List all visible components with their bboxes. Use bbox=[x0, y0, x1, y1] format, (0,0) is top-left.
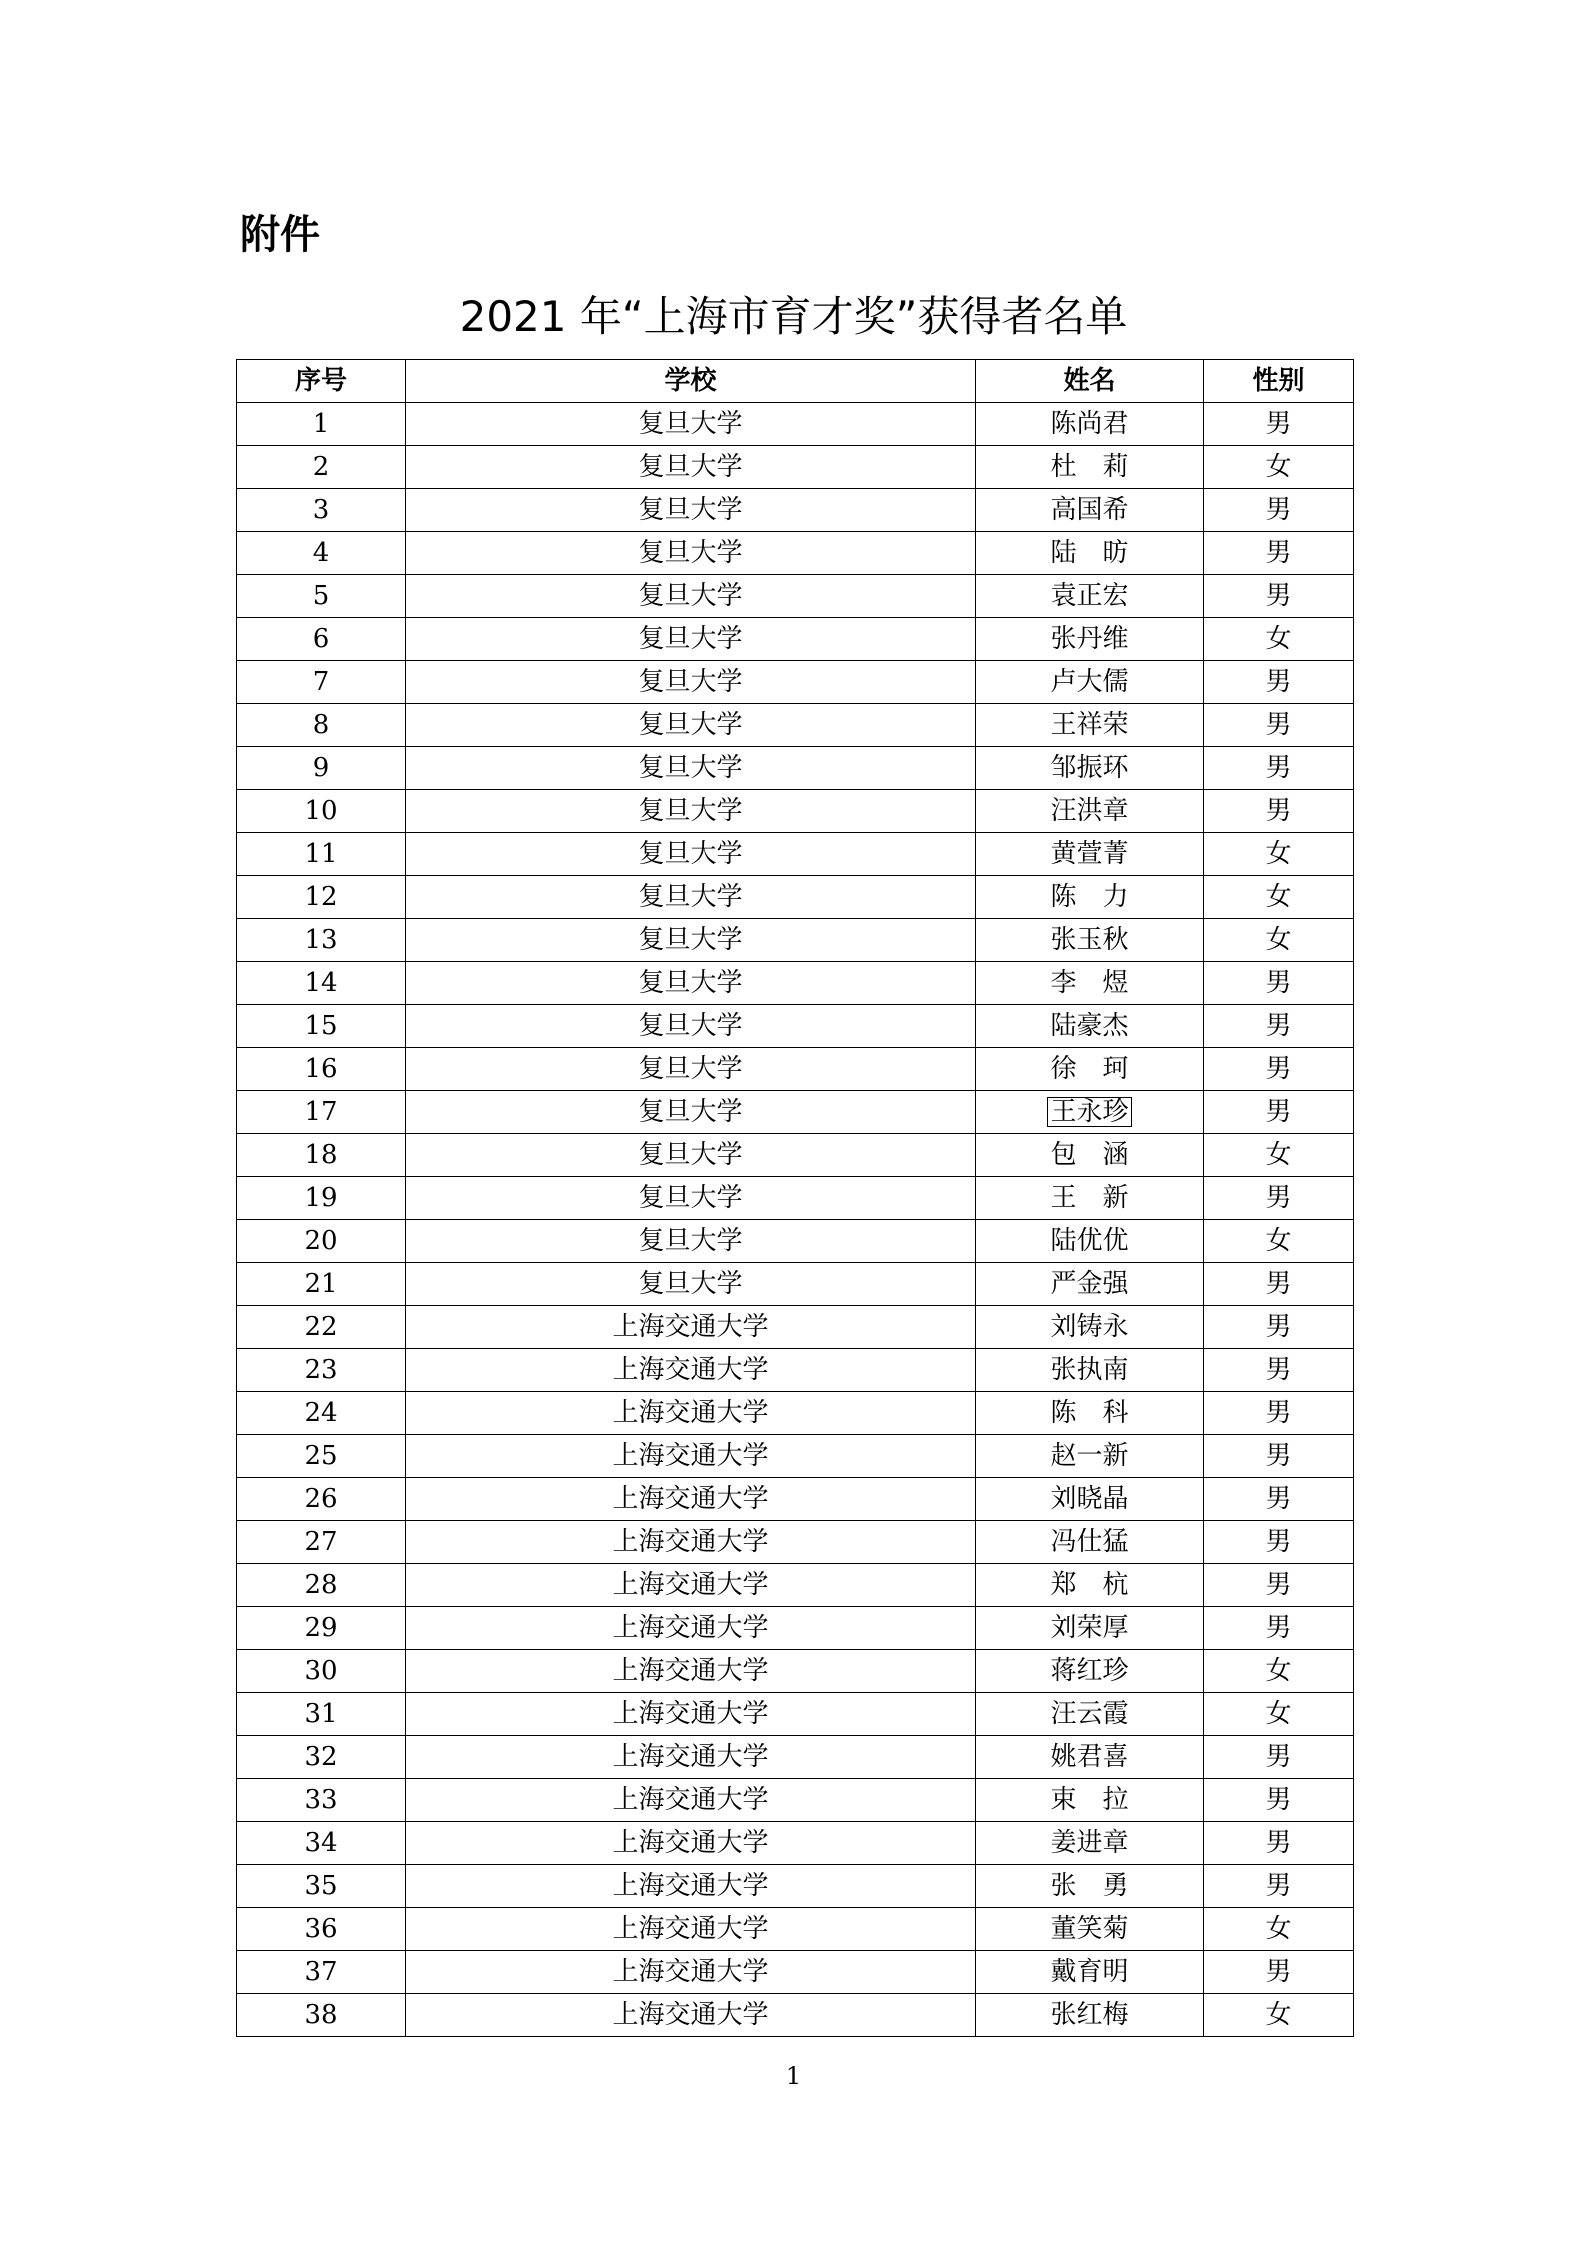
cell-gender: 男 bbox=[1204, 1951, 1354, 1994]
cell-name: 戴育明 bbox=[976, 1951, 1204, 1994]
cell-school: 上海交通大学 bbox=[406, 1779, 976, 1822]
cell-index: 11 bbox=[237, 833, 406, 876]
cell-name: 冯仕猛 bbox=[976, 1521, 1204, 1564]
cell-name bbox=[976, 1091, 1204, 1134]
cell-school: 上海交通大学 bbox=[406, 1650, 976, 1693]
cell-school: 上海交通大学 bbox=[406, 1564, 976, 1607]
cell-name: 王 新 bbox=[976, 1177, 1204, 1220]
cell-name: 张丹维 bbox=[976, 618, 1204, 661]
cell-gender: 女 bbox=[1204, 1650, 1354, 1693]
cell-index: 10 bbox=[237, 790, 406, 833]
cell-gender: 女 bbox=[1204, 1994, 1354, 2037]
cell-gender: 女 bbox=[1204, 833, 1354, 876]
cell-gender: 男 bbox=[1204, 1435, 1354, 1478]
cell-school: 复旦大学 bbox=[406, 704, 976, 747]
cell-name: 张玉秋 bbox=[976, 919, 1204, 962]
cell-school: 复旦大学 bbox=[406, 1220, 976, 1263]
cell-index: 32 bbox=[237, 1736, 406, 1779]
cell-school: 上海交通大学 bbox=[406, 1607, 976, 1650]
cell-index: 3 bbox=[237, 489, 406, 532]
cell-name: 郑 杭 bbox=[976, 1564, 1204, 1607]
cell-gender: 男 bbox=[1204, 1349, 1354, 1392]
cell-school: 复旦大学 bbox=[406, 575, 976, 618]
cell-school: 上海交通大学 bbox=[406, 1736, 976, 1779]
cell-index: 34 bbox=[237, 1822, 406, 1865]
cell-index: 20 bbox=[237, 1220, 406, 1263]
table-row bbox=[237, 489, 1354, 532]
cell-index: 38 bbox=[237, 1994, 406, 2037]
cell-school: 复旦大学 bbox=[406, 1048, 976, 1091]
cell-index: 19 bbox=[237, 1177, 406, 1220]
cell-school: 上海交通大学 bbox=[406, 1693, 976, 1736]
cell-school: 上海交通大学 bbox=[406, 1994, 976, 2037]
cell-name: 邹振环 bbox=[976, 747, 1204, 790]
cell-school: 复旦大学 bbox=[406, 618, 976, 661]
cell-school: 复旦大学 bbox=[406, 833, 976, 876]
table-row bbox=[237, 1951, 1354, 1994]
cell-school: 复旦大学 bbox=[406, 1134, 976, 1177]
table-row bbox=[237, 446, 1354, 489]
cell-name: 束 拉 bbox=[976, 1779, 1204, 1822]
cell-school: 复旦大学 bbox=[406, 446, 976, 489]
cell-gender: 女 bbox=[1204, 1908, 1354, 1951]
cell-school: 复旦大学 bbox=[406, 747, 976, 790]
cell-name: 刘晓晶 bbox=[976, 1478, 1204, 1521]
cell-gender: 女 bbox=[1204, 446, 1354, 489]
cell-name: 汪云霞 bbox=[976, 1693, 1204, 1736]
cell-gender: 男 bbox=[1204, 532, 1354, 575]
cell-name: 陆优优 bbox=[976, 1220, 1204, 1263]
cell-name: 卢大儒 bbox=[976, 661, 1204, 704]
cell-school: 复旦大学 bbox=[406, 962, 976, 1005]
table-row bbox=[237, 1693, 1354, 1736]
table-row bbox=[237, 919, 1354, 962]
table-row bbox=[237, 403, 1354, 446]
cell-name: 汪洪章 bbox=[976, 790, 1204, 833]
table-row bbox=[237, 532, 1354, 575]
cell-name: 陈尚君 bbox=[976, 403, 1204, 446]
cell-school: 上海交通大学 bbox=[406, 1521, 976, 1564]
cell-index: 24 bbox=[237, 1392, 406, 1435]
cell-index: 14 bbox=[237, 962, 406, 1005]
cell-index: 30 bbox=[237, 1650, 406, 1693]
cell-index: 23 bbox=[237, 1349, 406, 1392]
attachment-label: 附件 bbox=[240, 212, 320, 258]
cell-name: 董笑菊 bbox=[976, 1908, 1204, 1951]
cell-gender: 男 bbox=[1204, 1736, 1354, 1779]
cell-name: 陆 昉 bbox=[976, 532, 1204, 575]
table-row bbox=[237, 962, 1354, 1005]
cell-gender: 男 bbox=[1204, 1822, 1354, 1865]
table-row bbox=[237, 1177, 1354, 1220]
cell-school: 上海交通大学 bbox=[406, 1435, 976, 1478]
cell-gender: 男 bbox=[1204, 1263, 1354, 1306]
cell-school: 复旦大学 bbox=[406, 876, 976, 919]
header-index: 序号 bbox=[237, 360, 406, 403]
table-row bbox=[237, 1392, 1354, 1435]
cell-index: 18 bbox=[237, 1134, 406, 1177]
cell-index: 21 bbox=[237, 1263, 406, 1306]
cell-index: 25 bbox=[237, 1435, 406, 1478]
cell-school: 复旦大学 bbox=[406, 1177, 976, 1220]
cell-name: 蒋红珍 bbox=[976, 1650, 1204, 1693]
table-row bbox=[237, 1005, 1354, 1048]
cell-index: 27 bbox=[237, 1521, 406, 1564]
cell-gender: 男 bbox=[1204, 1048, 1354, 1091]
cell-index: 4 bbox=[237, 532, 406, 575]
table-row bbox=[237, 1306, 1354, 1349]
cell-name: 王祥荣 bbox=[976, 704, 1204, 747]
cell-index: 29 bbox=[237, 1607, 406, 1650]
cell-index: 2 bbox=[237, 446, 406, 489]
cell-school: 上海交通大学 bbox=[406, 1478, 976, 1521]
cell-index: 37 bbox=[237, 1951, 406, 1994]
cell-gender: 女 bbox=[1204, 1134, 1354, 1177]
cell-gender: 男 bbox=[1204, 1865, 1354, 1908]
table-row bbox=[237, 1994, 1354, 2037]
table-row bbox=[237, 833, 1354, 876]
cell-name: 严金强 bbox=[976, 1263, 1204, 1306]
table-row bbox=[237, 790, 1354, 833]
table-row bbox=[237, 1048, 1354, 1091]
table-row bbox=[237, 1908, 1354, 1951]
cell-gender: 男 bbox=[1204, 790, 1354, 833]
cell-index: 16 bbox=[237, 1048, 406, 1091]
cell-index: 7 bbox=[237, 661, 406, 704]
table-row bbox=[237, 704, 1354, 747]
cell-school: 上海交通大学 bbox=[406, 1349, 976, 1392]
table-row bbox=[237, 1822, 1354, 1865]
cell-gender: 男 bbox=[1204, 1478, 1354, 1521]
cell-gender: 男 bbox=[1204, 1564, 1354, 1607]
cell-index: 17 bbox=[237, 1091, 406, 1134]
cell-index: 5 bbox=[237, 575, 406, 618]
header-school: 学校 bbox=[406, 360, 976, 403]
table-row bbox=[237, 1736, 1354, 1779]
table-row bbox=[237, 1263, 1354, 1306]
cell-gender: 女 bbox=[1204, 876, 1354, 919]
cell-index: 28 bbox=[237, 1564, 406, 1607]
cell-gender: 男 bbox=[1204, 1005, 1354, 1048]
cell-gender: 男 bbox=[1204, 747, 1354, 790]
cell-name: 高国希 bbox=[976, 489, 1204, 532]
table-row bbox=[237, 1349, 1354, 1392]
cell-gender: 女 bbox=[1204, 1693, 1354, 1736]
cell-school: 上海交通大学 bbox=[406, 1865, 976, 1908]
table-row bbox=[237, 1779, 1354, 1822]
table-row bbox=[237, 1650, 1354, 1693]
table-row bbox=[237, 661, 1354, 704]
cell-gender: 男 bbox=[1204, 1306, 1354, 1349]
cell-index: 35 bbox=[237, 1865, 406, 1908]
cell-index: 8 bbox=[237, 704, 406, 747]
page-number: 1 bbox=[785, 2062, 802, 2090]
cell-name: 李 煜 bbox=[976, 962, 1204, 1005]
cell-school: 复旦大学 bbox=[406, 1091, 976, 1134]
cell-index: 26 bbox=[237, 1478, 406, 1521]
cell-name: 袁正宏 bbox=[976, 575, 1204, 618]
cell-school: 复旦大学 bbox=[406, 532, 976, 575]
table-row bbox=[237, 1091, 1354, 1134]
cell-name: 姚君喜 bbox=[976, 1736, 1204, 1779]
cell-gender: 女 bbox=[1204, 1220, 1354, 1263]
cell-school: 复旦大学 bbox=[406, 1263, 976, 1306]
table-body bbox=[237, 403, 1354, 2037]
cell-index: 15 bbox=[237, 1005, 406, 1048]
cell-gender: 男 bbox=[1204, 1392, 1354, 1435]
cell-gender: 男 bbox=[1204, 403, 1354, 446]
cell-gender: 女 bbox=[1204, 618, 1354, 661]
cell-name: 张 勇 bbox=[976, 1865, 1204, 1908]
table-row bbox=[237, 1521, 1354, 1564]
cell-school: 上海交通大学 bbox=[406, 1908, 976, 1951]
cell-school: 上海交通大学 bbox=[406, 1306, 976, 1349]
cell-name: 陈 力 bbox=[976, 876, 1204, 919]
awardee-table bbox=[236, 359, 1354, 2037]
cell-school: 复旦大学 bbox=[406, 403, 976, 446]
cell-school: 上海交通大学 bbox=[406, 1951, 976, 1994]
cell-name: 张红梅 bbox=[976, 1994, 1204, 2037]
cell-name: 黄萱菁 bbox=[976, 833, 1204, 876]
cell-index: 36 bbox=[237, 1908, 406, 1951]
cell-school: 复旦大学 bbox=[406, 1005, 976, 1048]
cell-name: 杜 莉 bbox=[976, 446, 1204, 489]
cell-school: 上海交通大学 bbox=[406, 1392, 976, 1435]
table-row bbox=[237, 1607, 1354, 1650]
cell-gender: 男 bbox=[1204, 962, 1354, 1005]
table-row bbox=[237, 1564, 1354, 1607]
cell-index: 6 bbox=[237, 618, 406, 661]
cell-name: 包 涵 bbox=[976, 1134, 1204, 1177]
boxed-name: 王永珍 bbox=[1047, 1097, 1131, 1127]
header-name: 姓名 bbox=[976, 360, 1204, 403]
table-row bbox=[237, 876, 1354, 919]
cell-name: 赵一新 bbox=[976, 1435, 1204, 1478]
cell-name: 刘铸永 bbox=[976, 1306, 1204, 1349]
cell-index: 9 bbox=[237, 747, 406, 790]
cell-index: 31 bbox=[237, 1693, 406, 1736]
cell-name: 陆豪杰 bbox=[976, 1005, 1204, 1048]
cell-school: 复旦大学 bbox=[406, 661, 976, 704]
table-row bbox=[237, 747, 1354, 790]
cell-name: 张执南 bbox=[976, 1349, 1204, 1392]
cell-name: 刘荣厚 bbox=[976, 1607, 1204, 1650]
cell-index: 1 bbox=[237, 403, 406, 446]
table-header-row bbox=[237, 360, 1354, 403]
cell-name: 姜进章 bbox=[976, 1822, 1204, 1865]
cell-gender: 女 bbox=[1204, 919, 1354, 962]
cell-index: 12 bbox=[237, 876, 406, 919]
table-row bbox=[237, 1220, 1354, 1263]
cell-school: 复旦大学 bbox=[406, 489, 976, 532]
header-gender: 性别 bbox=[1204, 360, 1354, 403]
cell-gender: 男 bbox=[1204, 1607, 1354, 1650]
cell-school: 复旦大学 bbox=[406, 919, 976, 962]
table-row bbox=[237, 1134, 1354, 1177]
cell-school: 上海交通大学 bbox=[406, 1822, 976, 1865]
cell-school: 复旦大学 bbox=[406, 790, 976, 833]
cell-gender: 男 bbox=[1204, 704, 1354, 747]
cell-index: 33 bbox=[237, 1779, 406, 1822]
table-row bbox=[237, 618, 1354, 661]
cell-name: 徐 珂 bbox=[976, 1048, 1204, 1091]
cell-name: 陈 科 bbox=[976, 1392, 1204, 1435]
table-row bbox=[237, 1478, 1354, 1521]
cell-gender: 男 bbox=[1204, 1521, 1354, 1564]
cell-gender: 男 bbox=[1204, 661, 1354, 704]
cell-index: 22 bbox=[237, 1306, 406, 1349]
table-row bbox=[237, 1865, 1354, 1908]
cell-gender: 男 bbox=[1204, 489, 1354, 532]
cell-gender: 男 bbox=[1204, 1177, 1354, 1220]
cell-gender: 男 bbox=[1204, 1091, 1354, 1134]
cell-gender: 男 bbox=[1204, 575, 1354, 618]
cell-gender: 男 bbox=[1204, 1779, 1354, 1822]
cell-index: 13 bbox=[237, 919, 406, 962]
table-row bbox=[237, 1435, 1354, 1478]
page-title: 2021 年“上海市育才奖”获得者名单 bbox=[459, 292, 1128, 341]
table-row bbox=[237, 575, 1354, 618]
